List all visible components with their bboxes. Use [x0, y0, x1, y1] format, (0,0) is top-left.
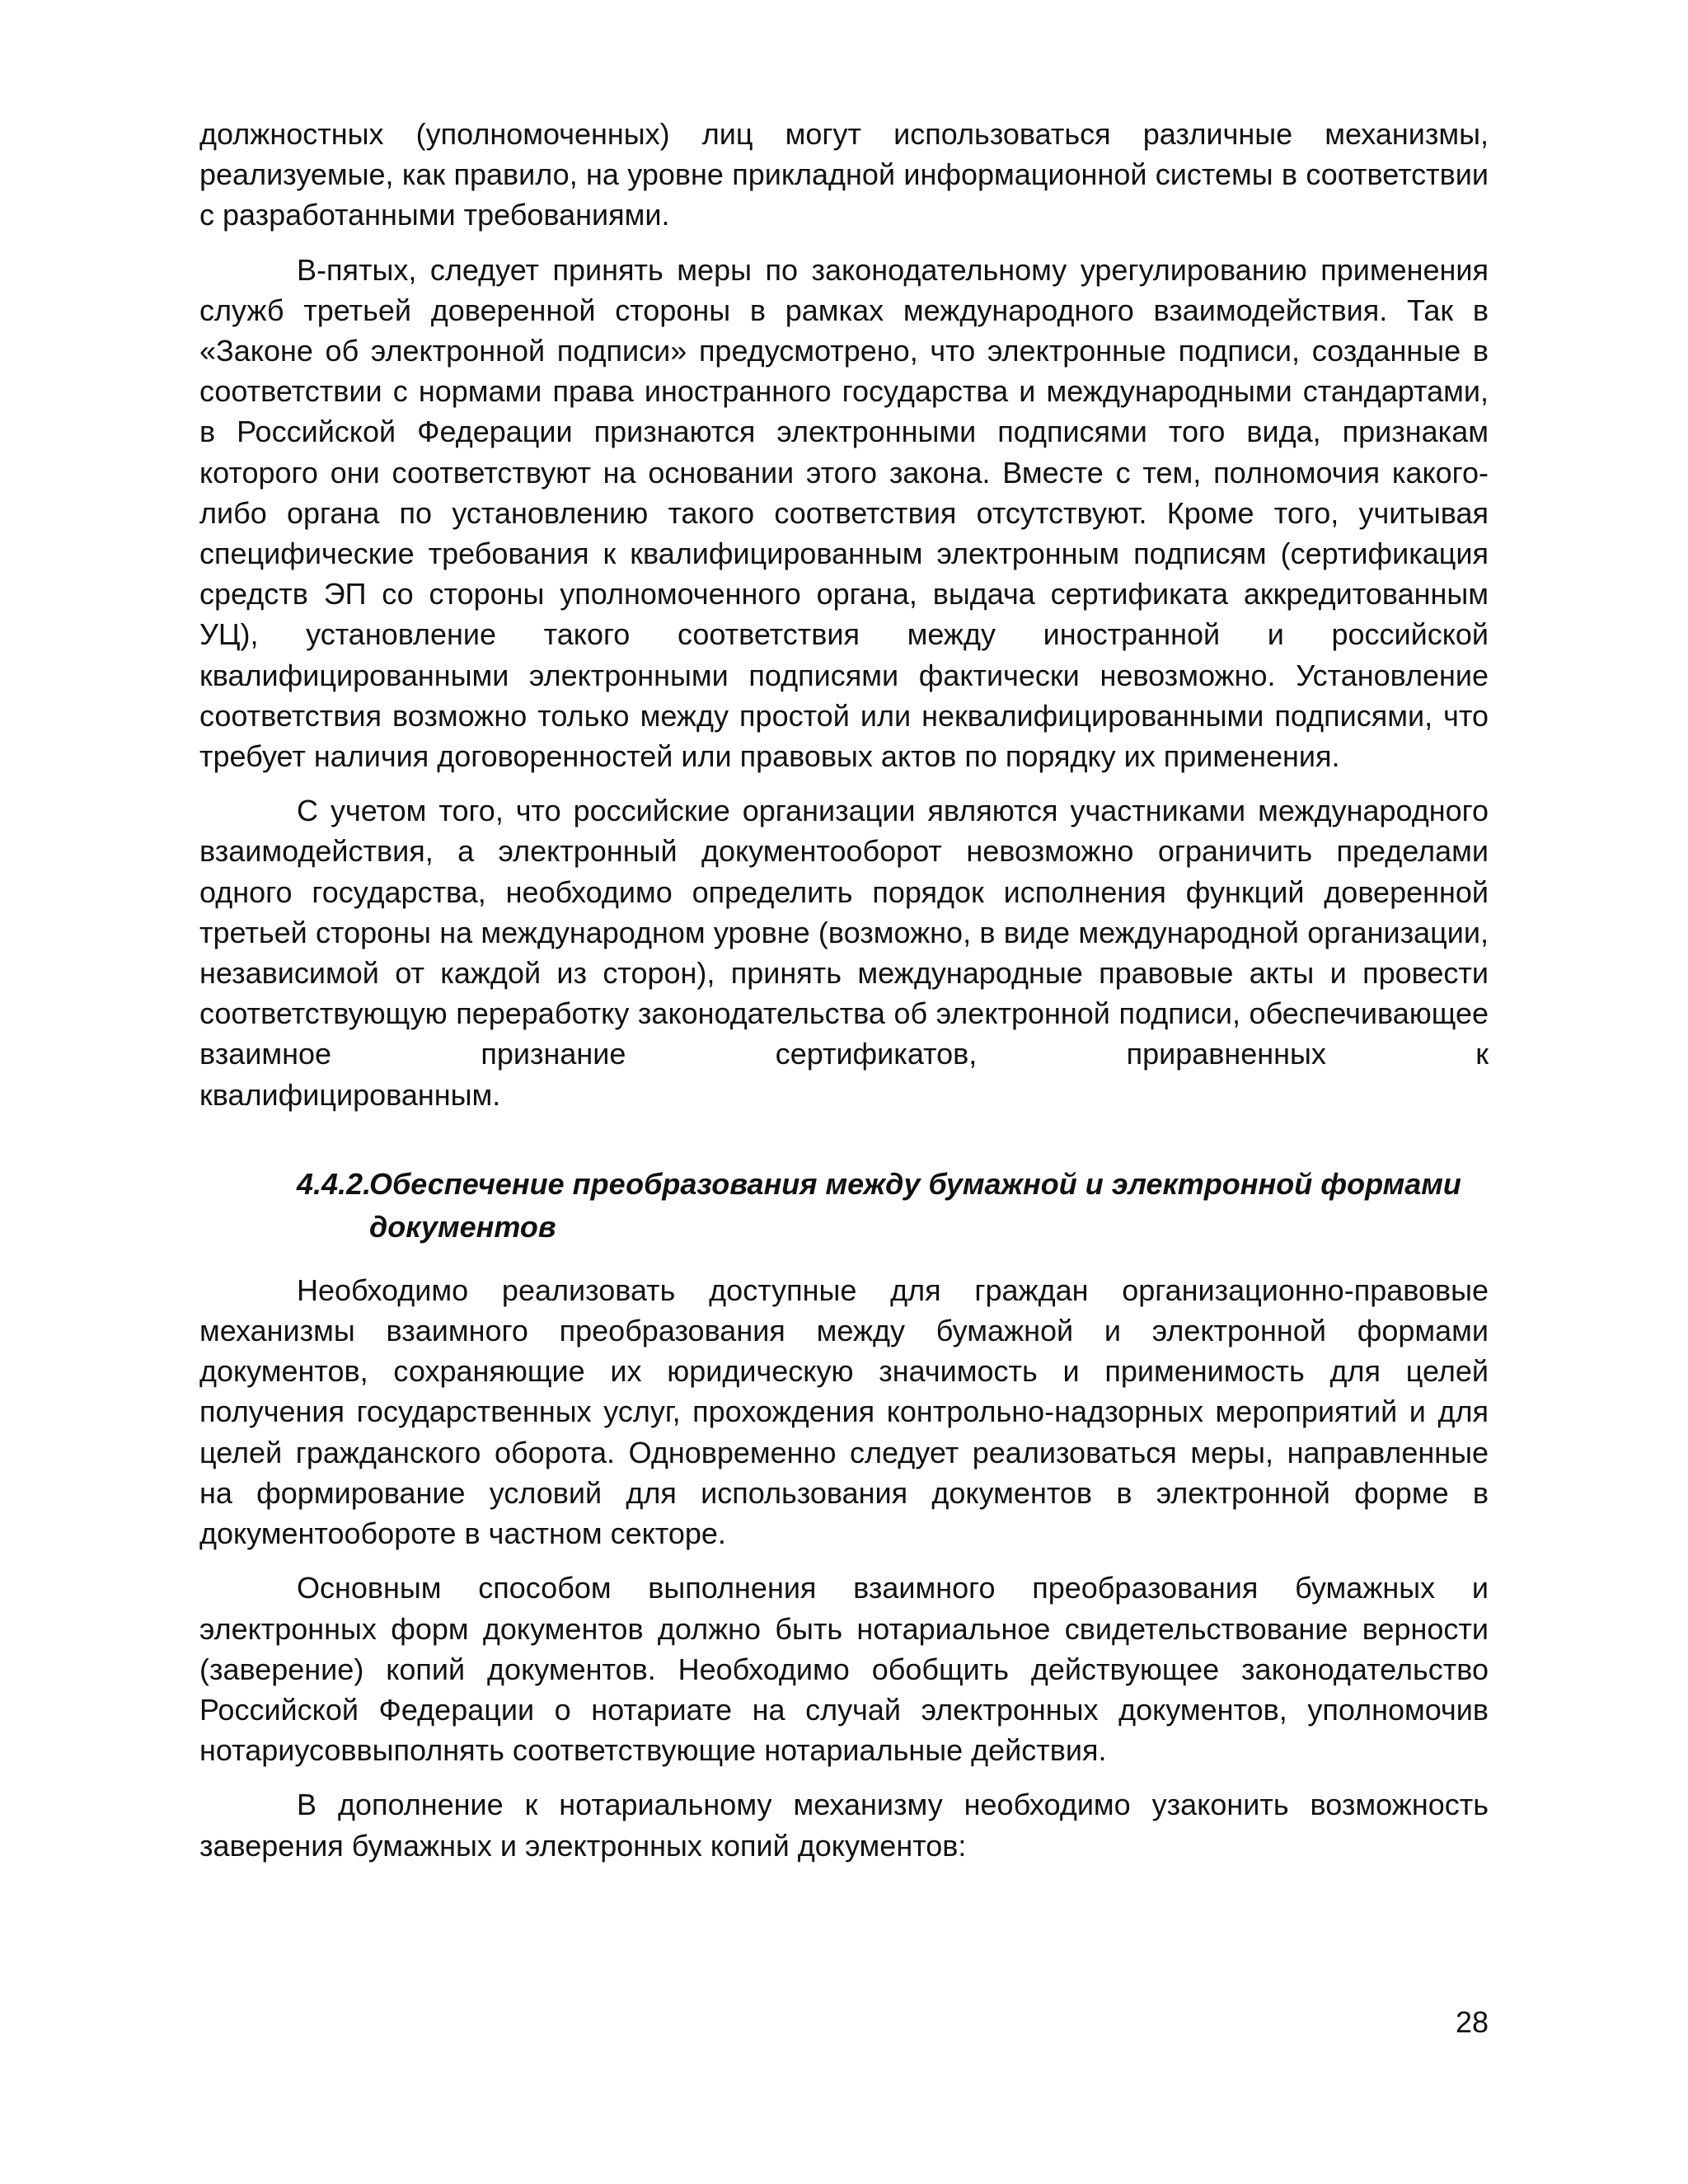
section-number: 4.4.2. — [297, 1166, 372, 1201]
paragraph-conversion-mechanisms: Необходимо реализовать доступные для граждан организационно-правовые механизмы взаимного преобразования между бумажной и электронной формами документов, сохраняющие их юридическую значимость и применимость для целей получения государственных услуг, прохождения контрольно-надзорных мероприятий и для целей гражданского оборота. Одновременно следует реализоваться меры, направленные на формирование условий для использования документов в электронной форме в документообороте в частном секторе. — [199, 1272, 1489, 1551]
paragraph-international-interaction: С учетом того, что российские организации являются участниками международного взаимодействия, а электронный документооборот невозможно ограничить пределами одного государства, необходимо определить порядок исполнения функций доверенной третьей стороны на международном уровне (возможно, в виде международной организации, независимой от каждой из сторон), принять международные правовые акты и провести соответствующую переработку законодательства об электронной подписи, обеспечивающее взаимное признание сертификатов, приравненных к — [199, 794, 1489, 1071]
page-number: 28 — [1455, 2005, 1489, 2039]
paragraph-fifthly-third-party: В-пятых, следует принять меры по законодательному урегулированию применения служб третьей доверенной стороны в рамках международного взаимодействия. Так в «Законе об электронной подписи» предусмотрено, что электронные подписи, созданные в соответствии с нормами права иностранного государства и международными стандартами, в Российской Федерации признаются электронными подписями того вида, признакам которого они соответствуют на основании этого закона. Вместе с тем, полномочия какого-либо органа по установлению такого соответствия отсутствуют. Кроме того, учитывая специфические требования к квалифицированным электронным подписям (сертификация средств ЭП со стороны уполномоченного органа, выдача сертификата аккредитованным УЦ), установление такого соответствия между иностранной и российской квалифицированными электронными подписями фактически невозможно. Установление соответствия возможно только между простой или неквалифицированными подписями, что требует наличия договоренностей или правовых актов по порядку их применения. — [199, 252, 1489, 774]
section-heading — [199, 1163, 1489, 1249]
section-title-line1: Обеспечение преобразования между бумажной и электронной формами — [369, 1166, 1461, 1201]
document-page — [199, 114, 1489, 1880]
paragraph-officials-mechanisms: должностных (уполномоченных) лиц могут использоваться различные механизмы, реализуемые, как правило, на уровне прикладной информационной системы в соответствии с разработанными требованиями. — [199, 117, 1489, 232]
paragraph-international-interaction-end: квалифицированным. — [199, 1077, 501, 1112]
section-title-line2: документов — [369, 1209, 556, 1244]
paragraph-notarial-certification: Основным способом выполнения взаимного преобразования бумажных и электронных форм документов должно быть нотариальное свидетельствование верности (заверение) копий документов. Необходимо обобщить действующее законодательство Российской Федерации о нотариате на случай электронных документов, уполномочив нотариусоввыполнять соответствующие нотариальные действия. — [199, 1571, 1489, 1768]
paragraph-copies-certification: В дополнение к нотариальному механизму необходимо узаконить возможность заверения бумажных и электронных копий документов: — [199, 1788, 1489, 1863]
